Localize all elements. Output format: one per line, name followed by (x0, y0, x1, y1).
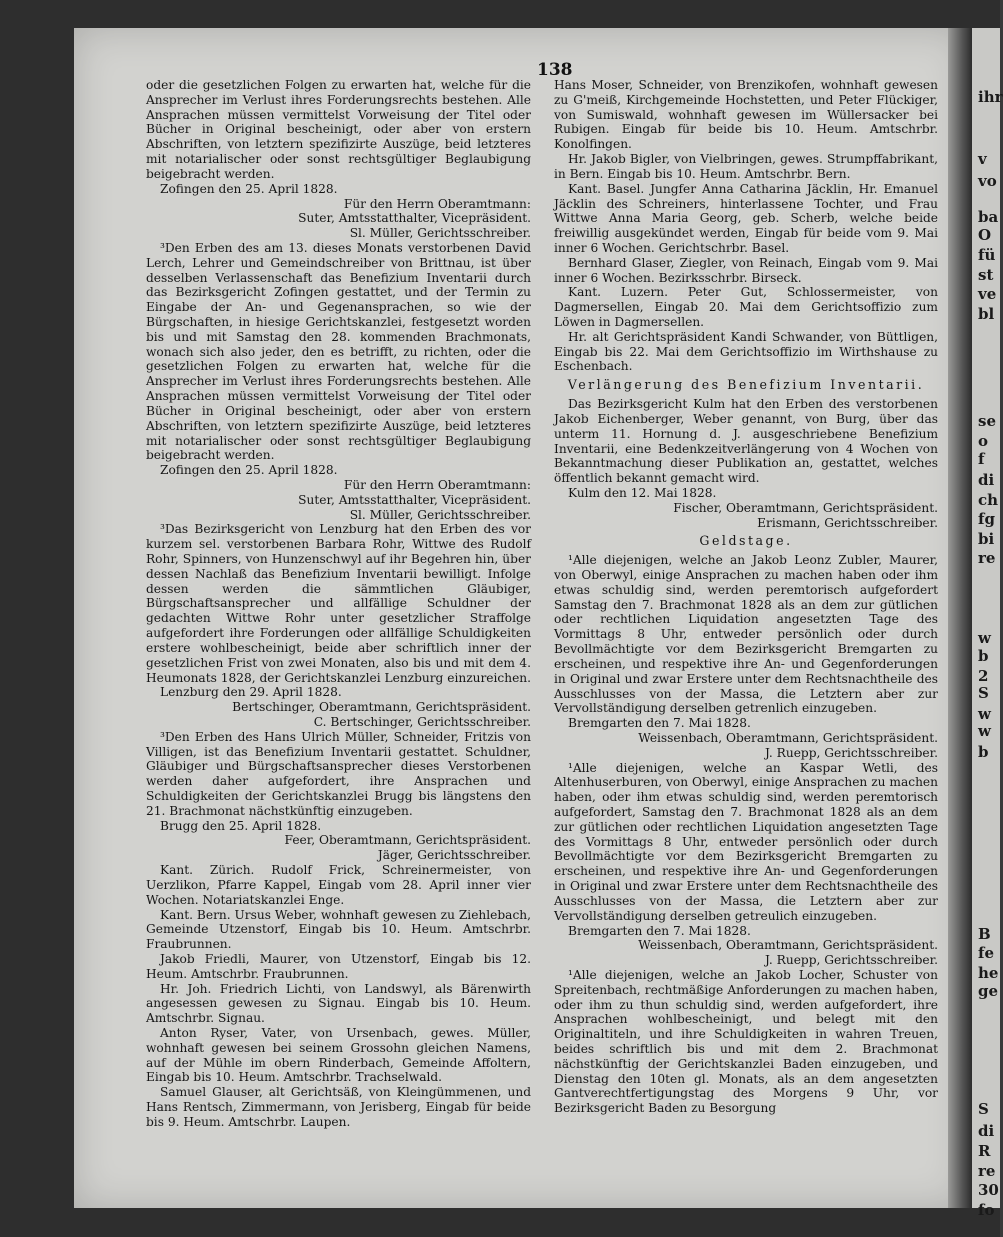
edge-fragment: ba (978, 207, 999, 226)
notice-signature: Für den Herrn Oberamtmann: (343, 477, 531, 492)
notice-paragraph: oder die gesetzlichen Folgen zu erwarten hat, welche für die Ansprecher im Verlust ihres Forderungsrechts bestehen. Alle Ansprachen müssen vermittelst Vorweisung der Titel oder Bücher in Original bescheinigt, oder aber von erstern Abschriften, von letztern spezifizirte Auszüge, beid letzteres mit notarialischer oder sonst rechtsgültiger Beglaubigung beigebracht werden. (146, 78, 531, 181)
page-gutter (948, 28, 972, 1208)
notice-paragraph: ³Das Bezirksgericht von Lenzburg hat den Erben des vor kurzem sel. verstorbenen Barbara Rohr, Wittwe des Rudolf Rohr, Spinners, von Hunzenschwyl auf ihr Begehren hin, über dessen Nachlaß das Benefizium Inventarii bewilligt. Infolge dessen werden die sämmtlichen Gläubiger, Bürgschaftsansprecher und allfällige Schuldner der gedachten Wittwe Rohr unter gesetzlicher Straffolge aufgefordert ihre Forderungen oder allfällige Schuldigkeiten erstere wohlbescheinigt, beide aber schriftlich inner der gesetzlichen Frist von zwei Monaten, also bis und mit dem 4. Heumonats 1828, der Gerichtskanzlei Lenzburg einzureichen. (146, 522, 532, 685)
edge-fragment: bl (978, 305, 995, 324)
page-number: 138 (537, 60, 573, 80)
edge-fragment: v (978, 150, 987, 169)
edge-fragment: f (978, 450, 985, 469)
edge-fragment: di (978, 1121, 995, 1140)
notice-dateline: Bremgarten den 7. Mai 1828. (568, 923, 751, 938)
edge-fragment: b (978, 742, 989, 761)
edge-fragment: w (978, 629, 991, 648)
listing-entry: Bernhard Glaser, Ziegler, von Reinach, Eingab vom 9. Mai inner 6 Wochen. Bezirksschrbr. Birseck. (554, 255, 938, 285)
notice-paragraph: ³Den Erben des Hans Ulrich Müller, Schneider, Fritzis von Villigen, ist das Benefizium Inventarii gestattet. Schuldner, Gläubiger und Bürgschaftsansprecher dieses Verstorbenen werden daher aufgefordert, ihre Ansprachen und Schuldigkeiten der Gerichtskanzlei Brugg bis längstens den 21. Brachmonat nächstkünftig einzugeben. (146, 729, 531, 818)
edge-fragment: w (978, 722, 991, 741)
section-heading: Verlängerung des Benefizium Inventarii. (567, 377, 925, 393)
edge-fragment: fe (978, 944, 994, 963)
edge-fragment: fg (978, 510, 995, 529)
edge-fragment: b (978, 647, 989, 666)
adjacent-page-edge (972, 28, 1003, 1219)
edge-fragment: 2 (978, 666, 989, 685)
edge-fragment: ch (978, 490, 999, 509)
notice-signature: Sl. Müller, Gerichtsschreiber. (349, 226, 531, 241)
edge-fragment: se (978, 411, 996, 430)
listing-entry: Anton Ryser, Vater, von Ursenbach, gewes. Müller, wohnhaft gewesen bei seinem Grossohn gleichen Namens, auf der Mühle im obern Rinderbach, Gemeinde Affoltern, Eingab bis 10. Heum. Amtschrbr. Trachselwald. (146, 1026, 531, 1085)
edge-fragment: st (978, 265, 994, 284)
notice-dateline: Zofingen den 25. April 1828. (160, 181, 338, 196)
right-column (554, 78, 938, 1116)
listing-entry: Hr. alt Gerichtspräsident Kandi Schwander, von Büttligen, Eingab bis 22. Mai dem Gerichtsoffizio im Wirthshause zu Eschenbach. (554, 329, 938, 374)
notice-paragraph: ¹Alle diejenigen, welche an Jakob Leonz Zubler, Maurer, von Oberwyl, einige Ansprachen zu machen haben oder ihm etwas schuldig sind, werden peremtorisch aufgefordert Samstag den 7. Brachmonat 1828 als an dem zur gütlichen oder rechtlichen Liquidation angesetzten Tage des Vormittags 8 Uhr, entweder persönlich oder durch Bevollmächtigte vor dem Bezirksgericht Bremgarten zu erscheinen, und respektive ihre An- und Gegenforderungen in Original und zwar Erstere unter dem Rechtsnachtheile des Ausschlusses von der Massa, die Letztern aber zur Vervollständigung derselben getrenlich einzugeben. (554, 553, 938, 716)
left-column (146, 78, 531, 1130)
listing-entry: Hr. Jakob Bigler, von Vielbringen, gewes. Strumpffabrikant, in Bern. Eingab bis 10. Heum. Amtschrbr. Bern. (554, 152, 938, 181)
notice-dateline: Brugg den 25. April 1828. (160, 818, 322, 833)
section-heading: Geldstage. (699, 533, 793, 549)
edge-fragment: ihr (978, 88, 1003, 107)
edge-fragment: 30 (978, 1181, 999, 1200)
edge-fragment: ve (978, 285, 997, 304)
notice-paragraph: Hans Moser, Schneider, von Brenzikofen, wohnhaft gewesen zu G'meiß, Kirchgemeinde Hochstetten, und Peter Flückiger, von Sumiswald, wohnhaft gewesen im Wüllersacker bei Rubigen. Eingab für beide bis 10. Heum. Amtschrbr. Konolfingen. (554, 78, 938, 152)
edge-fragment: w (978, 704, 991, 723)
notice-signature: Suter, Amtsstatthalter, Vicepräsident. (298, 492, 531, 507)
listing-entry: Kant. Zürich. Rudolf Frick, Schreinermeister, von Uerzlikon, Pfarre Kappel, Eingab vom 28. April inner vier Wochen. Notariatskanzlei Enge. (146, 863, 531, 907)
notice-dateline: Zofingen den 25. April 1828. (160, 463, 338, 478)
edge-fragment: re (978, 1161, 996, 1180)
notice-signature: Feer, Oberamtmann, Gerichtspräsident. (284, 833, 531, 848)
notice-signature: Für den Herrn Oberamtmann: (343, 196, 531, 211)
notice-signature: Sl. Müller, Gerichtsschreiber. (349, 507, 531, 522)
edge-fragment: o (978, 432, 989, 451)
edge-fragment: fo (978, 1200, 995, 1219)
edge-fragment: vo (978, 172, 997, 191)
edge-fragment: bi (978, 529, 995, 548)
listing-entry: Kant. Basel. Jungfer Anna Catharina Jäcklin, Hr. Emanuel Jäcklin des Schreiners, hinterlassene Tochter, und Frau Wittwe Anna Maria Georg, geb. Scherb, welche beide freiwillig ausgekündet werden, Eingab für beide vom 9. Mai inner 6 Wochen. Gerichtschrbr. Basel. (554, 181, 938, 255)
edge-fragment: B (978, 924, 991, 943)
notice-signature: J. Ruepp, Gerichtsschreiber. (764, 953, 938, 968)
notice-signature: Jäger, Gerichtsschreiber. (377, 848, 531, 863)
edge-fragment: fü (978, 246, 996, 265)
listing-entry: Kant. Luzern. Peter Gut, Schlossermeister, von Dagmersellen, Eingab 20. Mai dem Gerichtsoffizio zum Löwen in Dagmersellen. (554, 285, 938, 329)
edge-fragment: O (978, 225, 992, 244)
notice-signature: Erismann, Gerichtsschreiber. (757, 515, 938, 530)
notice-signature: C. Bertschinger, Gerichtsschreiber. (313, 714, 531, 729)
edge-fragment: di (978, 471, 995, 490)
listing-entry: Hr. Joh. Friedrich Lichti, von Landswyl, als Bärenwirth angesessen gewesen zu Signau. Eingab bis 10. Heum. Amtschrbr. Signau. (146, 981, 531, 1026)
listing-entry: Samuel Glauser, alt Gerichtsäß, von Kleingümmenen, und Hans Rentsch, Zimmermann, von Jerisberg, Eingab für beide bis 9. Heum. Amtschrbr. Laupen. (146, 1085, 531, 1129)
listing-entry: Jakob Friedli, Maurer, von Utzenstorf, Eingab bis 12. Heum. Amtschrbr. Fraubrunnen. (146, 951, 531, 981)
notice-dateline: Kulm den 12. Mai 1828. (568, 485, 717, 500)
notice-paragraph: ¹Alle diejenigen, welche an Jakob Locher, Schuster von Spreitenbach, rechtmäßige Anforderungen zu machen haben, oder ihm zu thun schuldig sind, werden aufgefordert, ihre Ansprachen wohlbescheinigt, und belegt mit den Originaltiteln, und ihre Schuldigkeiten in wahren Treuen, beides schriftlich bis und mit dem 2. Brachmonat nächstkünftig der Gerichtskanzlei Baden einzugeben, und Dienstag den 10ten gl. Monats, als an dem angesetzten Gantverechtfertigungstag des Morgens 9 Uhr, vor Bezirksgericht Baden zu Besorgung (554, 967, 938, 1116)
edge-fragment: R (978, 1142, 991, 1161)
notice-signature: Weissenbach, Oberamtmann, Gerichtspräsident. (638, 938, 938, 953)
edge-fragment: S (978, 684, 989, 703)
edge-fragment: S (978, 1099, 989, 1118)
notice-dateline: Bremgarten den 7. Mai 1828. (568, 716, 751, 731)
edge-fragment: re (978, 549, 996, 568)
edge-fragment: ge (978, 982, 999, 1001)
notice-paragraph: ³Den Erben des am 13. dieses Monats verstorbenen David Lerch, Lehrer und Gemeindschreiber von Brittnau, ist über desselben Verlassenschaft das Benefizium Inventarii durch das Bezirksgericht Zofingen gestattet, und der Termin zu Eingabe der An- und Gegenansprachen, so wie der Bürgschaften, in hiesige Gerichtskanzlei, festgesetzt worden bis und mit Samstag den 28. kommenden Brachmonats, wonach sich also jeder, den es betrifft, zu richten, oder die gesetzlichen Folgen zu erwarten hat, welche für die Ansprecher im Verlust ihres Forderungsrechts bestehen. Alle Ansprachen müssen vermittelst Vorweisung der Titel oder Bücher in Original bescheinigt, oder aber von erstern Abschriften, von letztern spezifizirte Auszüge, beid letzteres mit notarialischer oder sonst rechtsgültiger Beglaubigung beigebracht werden. (146, 240, 531, 463)
notice-signature: Bertschinger, Oberamtmann, Gerichtspräsident. (232, 700, 531, 715)
notice-dateline: Lenzburg den 29. April 1828. (160, 685, 342, 700)
notice-signature: Fischer, Oberamtmann, Gerichtspräsident. (673, 500, 938, 515)
listing-entry: Kant. Bern. Ursus Weber, wohnhaft gewesen zu Ziehlebach, Gemeinde Utzenstorf, Eingab bis 10. Heum. Amtschrbr. Fraubrunnen. (146, 907, 531, 952)
notice-signature: J. Ruepp, Gerichtsschreiber. (764, 745, 938, 760)
notice-paragraph: Das Bezirksgericht Kulm hat den Erben des verstorbenen Jakob Eichenberger, Weber genannt, von Burg, über das unterm 11. Hornung d. J. ausgeschriebene Benefizium Inventarii, eine Bedenkzeitverlängerung von 4 Wochen von Bekanntmachung dieser Publikation an, gestattet, welches öffentlich bekannt gemacht wird. (554, 397, 938, 486)
notice-paragraph: ¹Alle diejenigen, welche an Kaspar Wetli, des Altenhuserburen, von Oberwyl, einige Ansprachen zu machen haben, oder ihm etwas schuldig sind, werden peremtorisch aufgefordert, Samstag den 7. Brachmonat 1828 als an dem zur gütlichen oder rechtlichen Liquidation angesetzten Tage des Vormittags 8 Uhr, entweder persönlich oder durch Bevollmächtigte vor dem Bezirksgericht Bremgarten zu erscheinen, und respektive ihre An- und Gegenforderungen in Original und zwar Erstere unter dem Rechtsnachtheile des Ausschlusses von der Massa, die Letztern aber zur Vervollständigung derselben getreulich einzugeben. (554, 760, 938, 923)
notice-signature: Weissenbach, Oberamtmann, Gerichtspräsident. (638, 730, 938, 745)
notice-signature: Suter, Amtsstatthalter, Vicepräsident. (298, 211, 531, 226)
edge-fragment: he (978, 963, 999, 982)
